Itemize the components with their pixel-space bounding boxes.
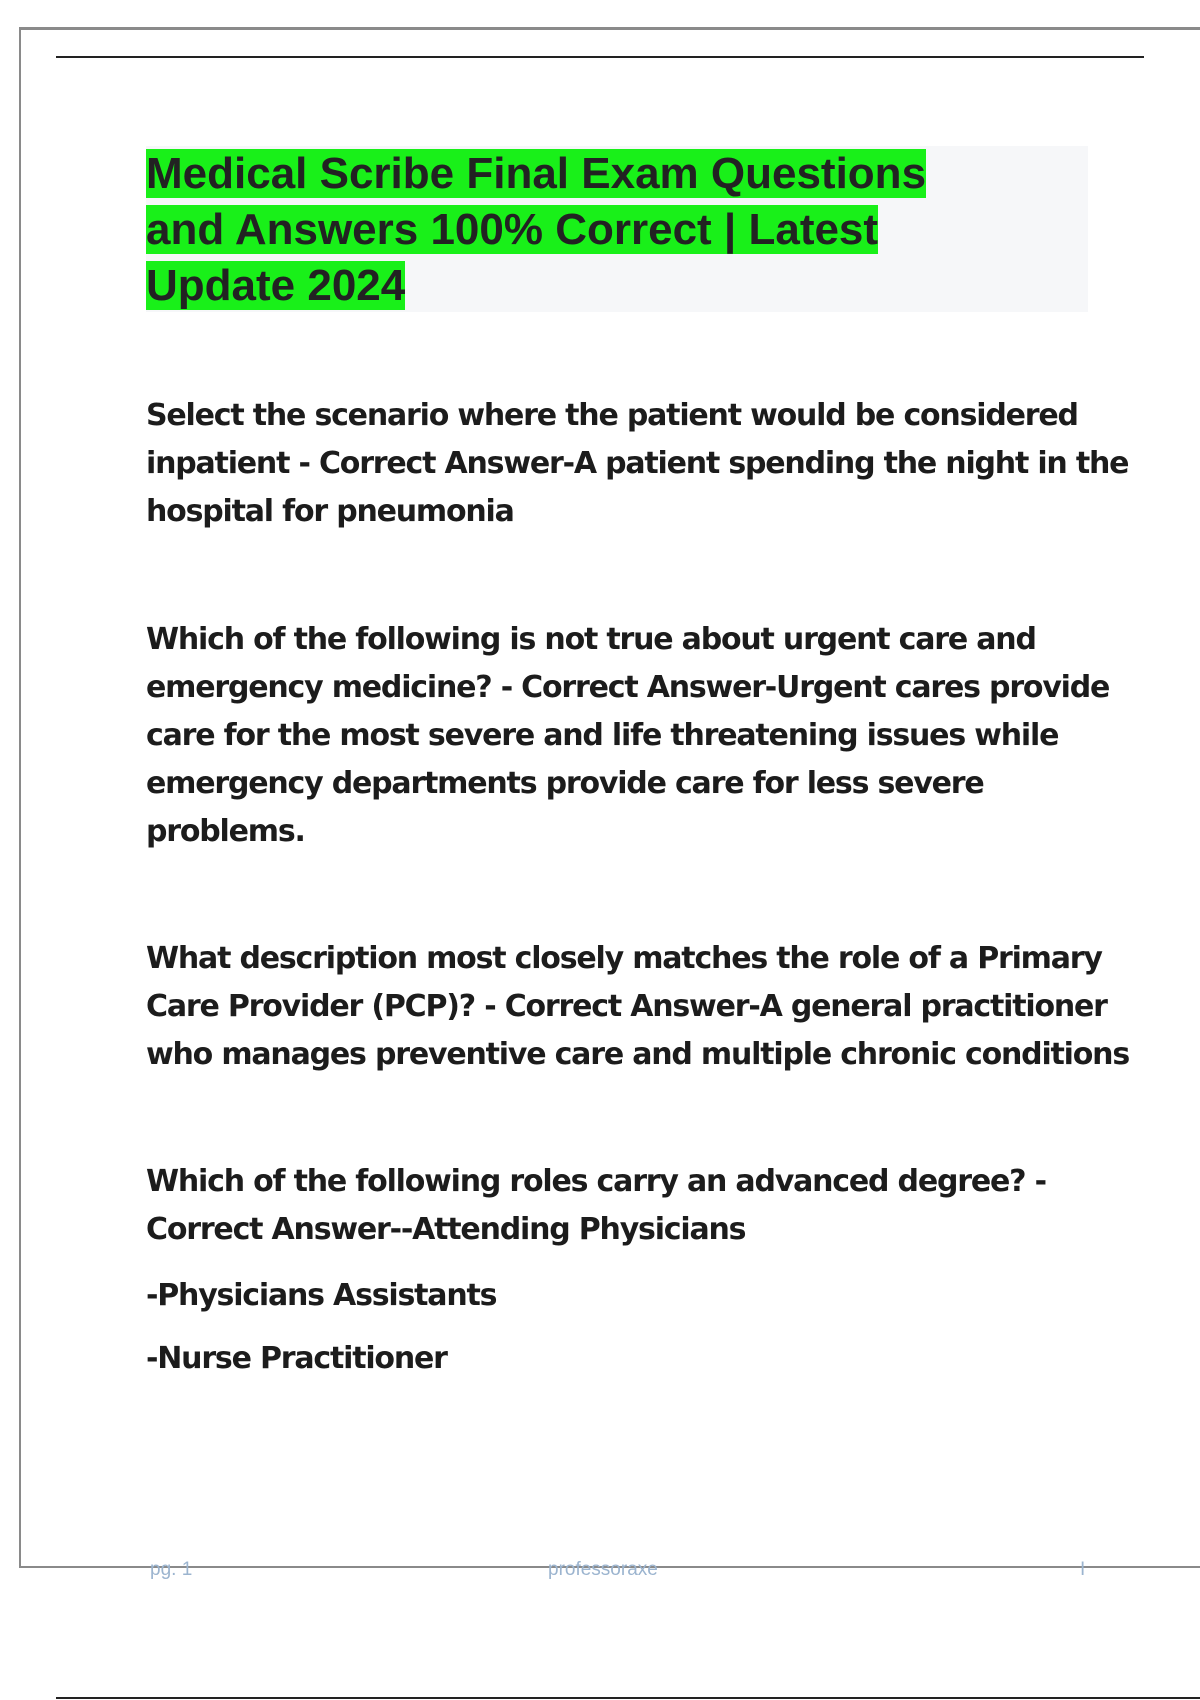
qa-entry-2 [146,616,1110,856]
qa-line: What description most closely matches the role of a Primary [146,941,1102,976]
qa-line: inpatient - Correct Answer-A patient spending the night in the [146,446,1129,481]
title-line-3: Update 2024 [146,261,406,310]
qa-line: hospital for pneumonia [146,494,514,529]
bottom-rule [56,1697,1200,1699]
footer-page-number: pg. 1 [150,1559,193,1580]
title-line-1: Medical Scribe Final Exam Questions [146,149,927,198]
list-item: -Physicians Assistants [146,1278,497,1313]
qa-line: emergency departments provide care for less severe [146,766,984,801]
footer-author: professoraxe [548,1559,658,1580]
qa-entry-4 [146,1158,1106,1254]
qa-line: Which of the following roles carry an advanced degree? - [146,1164,1046,1199]
qa-line: Correct Answer--Attending Physicians [146,1212,746,1247]
qa-entry-1 [146,392,1129,536]
title-block [146,146,1088,312]
qa-line: emergency medicine? - Correct Answer-Urgent cares provide [146,670,1110,705]
qa-line: Care Provider (PCP)? - Correct Answer-A general practitioner [146,989,1107,1024]
qa-line: care for the most severe and life threatening issues while [146,718,1059,753]
qa-entry-3 [146,935,1129,1079]
qa-line: who manages preventive care and multiple chronic conditions [146,1037,1129,1072]
footer-right-mark: I [1080,1559,1086,1580]
document-title [146,146,1088,314]
title-line-2: and Answers 100% Correct | Latest [146,205,879,254]
list-item: -Nurse Practitioner [146,1341,447,1376]
header-rule [56,56,1144,58]
qa-line: problems. [146,814,305,849]
qa-line: Which of the following is not true about urgent care and [146,622,1036,657]
qa-line: Select the scenario where the patient would be considered [146,398,1078,433]
